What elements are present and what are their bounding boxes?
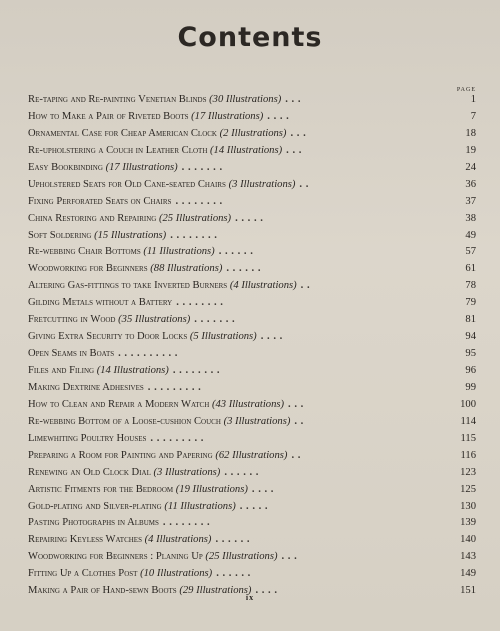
entry-illustrations: (4 Illustrations)	[144, 534, 212, 546]
entry-page-number: 18	[465, 127, 476, 139]
dot-leader: . . . . . .	[224, 466, 259, 478]
entry-title: Artistic Fitments for the Bedroom	[28, 483, 174, 495]
contents-entry	[28, 517, 476, 534]
entry-page-number: 114	[460, 415, 476, 427]
dot-leader: . .	[299, 178, 309, 190]
entry-illustrations: (25 Illustrations)	[158, 212, 232, 224]
entry-illustrations: (88 Illustrations)	[150, 263, 223, 275]
entry-page-number: 36	[465, 178, 476, 190]
entry-title: Limewhiting Poultry Houses	[28, 432, 147, 444]
entry-illustrations: (25 Illustrations)	[205, 551, 278, 563]
entry-title: Gold-plating and Silver-plating	[28, 500, 162, 512]
entry-illustrations: (3 Illustrations)	[153, 466, 221, 478]
entry-illustrations: (14 Illustrations)	[96, 365, 169, 376]
entry-title: Preparing a Room for Painting and Papering	[28, 449, 213, 461]
entry-title: Re-webbing Bottom of a Loose-cushion Couch	[28, 415, 221, 427]
entry-page-number: 94	[465, 331, 476, 343]
entry-title: Making Dextrine Adhesives	[28, 381, 144, 393]
contents-list	[28, 94, 476, 602]
entry-illustrations: (35 Illustrations)	[118, 314, 191, 326]
dot-leader: . . . . . .	[218, 246, 254, 258]
entry-page-number: 78	[465, 280, 476, 292]
entry-page-number: 1	[470, 94, 476, 105]
contents-entry	[28, 111, 476, 128]
entry-page-number: 95	[465, 348, 476, 360]
entry-illustrations: (43 Illustrations)	[211, 398, 285, 410]
dot-leader: . . . .	[251, 483, 274, 495]
dot-leader: . . .	[285, 94, 301, 105]
entry-title: Fretcutting in Wood	[28, 314, 116, 326]
folio-number: ix	[245, 593, 255, 602]
contents-entry	[28, 94, 476, 111]
dot-leader: . . .	[286, 144, 302, 156]
contents-entry	[28, 128, 476, 145]
contents-entry	[28, 501, 476, 518]
entry-title: Fixing Perforated Seats on Chairs	[28, 195, 172, 207]
dot-leader: . . . . . .	[216, 568, 251, 580]
contents-entry	[28, 297, 476, 314]
entry-illustrations: (2 Illustrations)	[219, 127, 287, 139]
entry-page-number: 81	[465, 314, 476, 326]
entry-page-number: 24	[465, 161, 476, 173]
dot-leader: . . . . .	[235, 212, 264, 224]
contents-entry	[28, 314, 476, 331]
page-column-label: PAGE	[456, 87, 476, 93]
contents-entry	[28, 551, 476, 568]
entry-title: Gilding Metals without a Battery	[28, 297, 173, 309]
entry-page-number: 123	[460, 466, 476, 478]
contents-entry	[28, 365, 476, 382]
entry-title: Upholstered Seats for Old Cane-seated Chairs	[28, 178, 226, 190]
entry-page-number: 7	[470, 110, 476, 122]
entry-illustrations: (3 Illustrations)	[228, 178, 296, 190]
contents-entry	[28, 382, 476, 399]
dot-leader: . . . . . . .	[181, 161, 223, 173]
entry-title: Open Seams in Boats	[28, 348, 115, 360]
contents-entry	[28, 450, 476, 467]
entry-page-number: 149	[460, 568, 476, 580]
dot-leader: . . .	[281, 551, 298, 563]
entry-illustrations: (4 Illustrations)	[229, 280, 297, 292]
contents-entry	[28, 196, 476, 213]
entry-title: Soft Soldering	[28, 229, 92, 241]
entry-title: Pasting Photographs in Albums	[28, 517, 159, 529]
contents-entry	[28, 280, 476, 297]
dot-leader: . . . . . .	[226, 263, 261, 275]
contents-entry	[28, 246, 476, 263]
contents-entry	[28, 484, 476, 501]
entry-title: China Restoring and Repairing	[28, 212, 157, 224]
entry-illustrations: (62 Illustrations)	[215, 449, 288, 461]
entry-title: Repairing Keyless Watches	[28, 534, 142, 546]
entry-title: Ornamental Case for Cheap American Clock	[28, 127, 217, 139]
entry-page-number: 143	[460, 551, 476, 563]
entry-title: Woodworking for Beginners	[28, 263, 148, 275]
entry-title: Re-upholstering a Couch in Leather Cloth	[28, 144, 208, 156]
contents-entry	[28, 179, 476, 196]
entry-illustrations: (5 Illustrations)	[189, 331, 257, 343]
contents-entry	[28, 416, 476, 433]
dot-leader: . . . . . . . .	[175, 195, 223, 207]
dot-leader: . . . .	[255, 585, 278, 597]
contents-entry	[28, 263, 476, 280]
dot-leader: . . . . . . . . .	[147, 381, 202, 393]
entry-illustrations: (15 Illustrations)	[94, 229, 167, 241]
contents-entry	[28, 568, 476, 585]
dot-leader: . . .	[290, 127, 307, 139]
dot-leader: . . . . . .	[215, 534, 251, 546]
dot-leader: . .	[294, 415, 304, 427]
entry-page-number: 130	[460, 500, 476, 512]
entry-title: How to Make a Pair of Riveted Boots	[28, 110, 189, 122]
entry-page-number: 116	[460, 449, 476, 461]
dot-leader: . . . .	[260, 331, 283, 343]
dot-leader: . . . .	[267, 110, 290, 122]
entry-page-number: 125	[460, 483, 476, 495]
entry-illustrations: (19 Illustrations)	[175, 483, 248, 495]
entry-page-number: 61	[465, 263, 476, 275]
entry-page-number: 99	[465, 381, 476, 393]
contents-entry	[28, 213, 476, 230]
dot-leader: . . . . . . . . .	[150, 432, 204, 444]
entry-illustrations: (10 Illustrations)	[140, 568, 213, 580]
contents-entry	[28, 331, 476, 348]
entry-title: Altering Gas-fittings to take Inverted Burners	[28, 280, 228, 292]
dot-leader: . .	[300, 280, 311, 292]
entry-page-number: 38	[465, 212, 476, 224]
entry-title: Fitting Up a Clothes Post	[28, 568, 138, 580]
contents-entry	[28, 467, 476, 484]
entry-page-number: 115	[460, 432, 476, 444]
entry-illustrations: (11 Illustrations)	[164, 500, 236, 512]
entry-title: Re-webbing Chair Bottoms	[28, 246, 141, 258]
entry-illustrations: (11 Illustrations)	[143, 246, 215, 258]
dot-leader: . . . . .	[239, 500, 269, 512]
contents-entry	[28, 145, 476, 162]
contents-entry	[28, 534, 476, 551]
entry-illustrations: (17 Illustrations)	[191, 110, 264, 122]
entry-page-number: 79	[465, 297, 476, 309]
entry-title: Renewing an Old Clock Dial	[28, 466, 151, 478]
dot-leader: . .	[291, 449, 301, 461]
entry-illustrations: (29 Illustrations)	[179, 585, 252, 597]
entry-page-number: 37	[465, 195, 476, 207]
entry-illustrations: (14 Illustrations)	[210, 144, 283, 156]
dot-leader: . . . . . . .	[194, 314, 236, 326]
dot-leader: . . . . . . . .	[162, 517, 211, 529]
contents-entry	[28, 399, 476, 416]
entry-title: Woodworking for Beginners : Planing Up	[28, 551, 203, 563]
entry-title: Re-taping and Re-painting Venetian Blinds	[28, 94, 207, 105]
entry-page-number: 140	[460, 534, 476, 546]
entry-illustrations: (3 Illustrations)	[223, 415, 291, 427]
entry-title: Giving Extra Security to Door Locks	[28, 331, 188, 343]
entry-page-number: 96	[465, 365, 476, 376]
dot-leader: . . .	[288, 398, 304, 410]
entry-page-number: 57	[465, 246, 476, 258]
contents-entry	[28, 230, 476, 247]
dot-leader: . . . . . . . .	[176, 297, 224, 309]
entry-title: How to Clean and Repair a Modern Watch	[28, 398, 210, 410]
entry-title: Making a Pair of Hand-sewn Boots	[28, 585, 177, 597]
entry-illustrations: (17 Illustrations)	[105, 161, 178, 173]
dot-leader: . . . . . . . .	[172, 365, 221, 376]
entry-page-number: 151	[460, 585, 476, 597]
entry-illustrations: (30 Illustrations)	[209, 94, 282, 105]
entry-page-number: 139	[460, 517, 476, 529]
dot-leader: . . . . . . . . . .	[118, 348, 178, 360]
entry-page-number: 49	[465, 229, 476, 241]
dot-leader: . . . . . . . .	[170, 229, 218, 241]
contents-entry	[28, 162, 476, 179]
contents-entry	[28, 433, 476, 450]
entry-page-number: 100	[460, 398, 476, 410]
entry-title: Easy Bookbinding	[28, 161, 103, 173]
entry-title: Files and Filing	[28, 365, 95, 376]
contents-entry	[28, 348, 476, 365]
page-title: Contents	[177, 22, 323, 53]
entry-page-number: 19	[465, 144, 476, 156]
